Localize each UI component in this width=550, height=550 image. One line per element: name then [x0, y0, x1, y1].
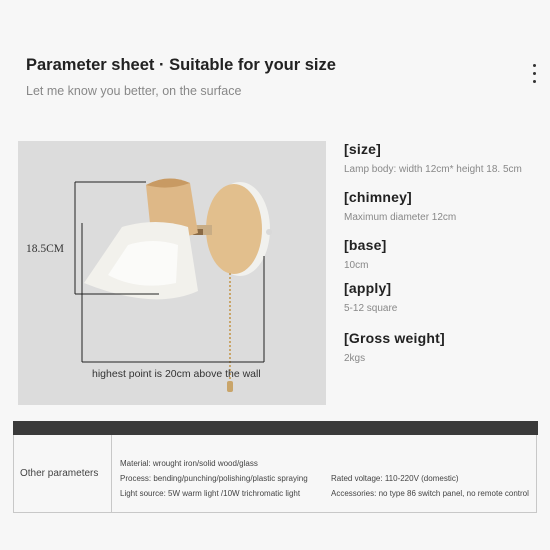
- mounting-height-note: highest point is 20cm above the wall: [92, 368, 261, 380]
- spec-heading: [Gross weight]: [344, 330, 445, 346]
- height-dimension-label: 18.5CM: [26, 243, 65, 255]
- spec-gross-weight: [344, 330, 445, 364]
- page-subtitle: Let me know you better, on the surface: [26, 84, 242, 98]
- product-image: [18, 141, 326, 405]
- spec-size: [344, 141, 522, 175]
- wall-plate: [206, 184, 262, 274]
- spec-base: [344, 237, 386, 271]
- wall-lamp-illustration: [18, 141, 326, 405]
- spec-heading: [apply]: [344, 280, 392, 296]
- spec-value: 2kgs: [344, 353, 366, 364]
- spec-heading: [chimney]: [344, 189, 412, 205]
- spec-heading: [size]: [344, 141, 381, 157]
- parameters-table: [13, 435, 537, 513]
- table-header-bar: [13, 421, 538, 435]
- param-accessories: Accessories: no type 86 switch panel, no remote control: [331, 489, 529, 498]
- plate-screw: [266, 229, 272, 235]
- param-voltage: Rated voltage: 110-220V (domestic): [331, 474, 459, 483]
- table-divider: [111, 435, 112, 512]
- param-light-source: Light source: 5W warm light /10W trichromatic light: [120, 489, 301, 498]
- spec-apply: [344, 280, 397, 314]
- vertical-ellipsis-icon[interactable]: [531, 64, 537, 83]
- param-material: Material: wrought iron/solid wood/glass: [120, 459, 258, 468]
- spec-heading: [base]: [344, 237, 387, 253]
- spec-value: Lamp body: width 12cm* height 18. 5cm: [344, 164, 522, 175]
- spec-value: Maximum diameter 12cm: [344, 212, 457, 223]
- spec-chimney: [344, 189, 456, 223]
- param-process: Process: bending/punching/polishing/plastic spraying: [120, 474, 308, 483]
- parameters-label: Other parameters: [20, 468, 99, 479]
- spec-value: 10cm: [344, 260, 369, 271]
- spec-value: 5-12 square: [344, 303, 398, 314]
- page-title: Parameter sheet · Suitable for your size: [26, 56, 336, 74]
